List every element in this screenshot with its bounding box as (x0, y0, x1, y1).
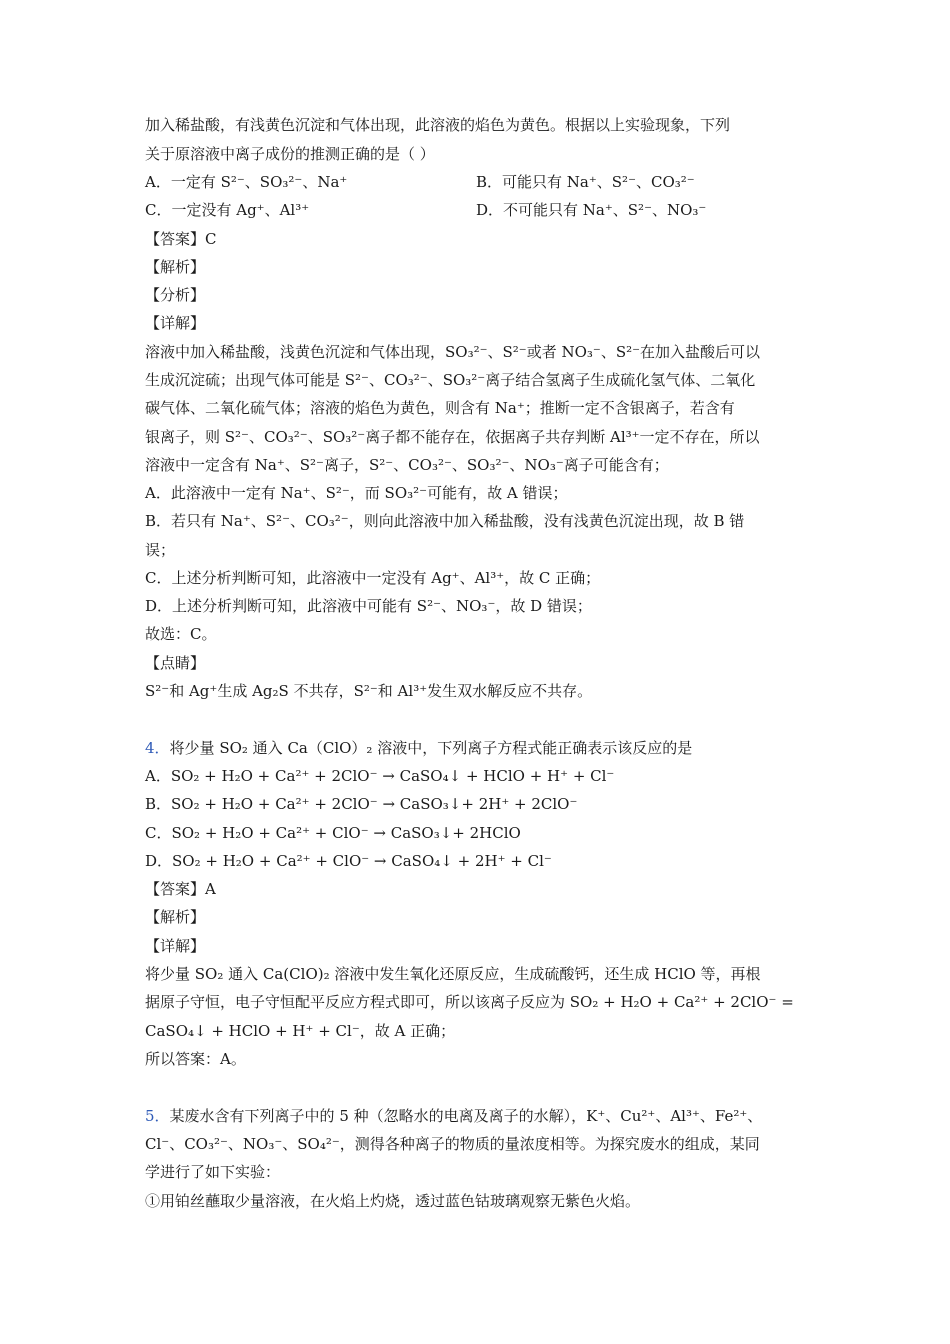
q3-option-b: B．可能只有 Na⁺、S²⁻、CO₃²⁻ (476, 173, 695, 191)
q3-explanation-line-2: 生成沉淀硫；出现气体可能是 S²⁻、CO₃²⁻、SO₃²⁻离子结合氢离子生成硫化氢气体、二氧化 (145, 371, 756, 389)
q5-number: 5． (145, 1107, 170, 1125)
q4-stem-text: 将少量 SO₂ 通入 Ca（ClO）₂ 溶液中，下列离子方程式能正确表示该反应的是 (169, 739, 693, 757)
q3-explanation-line-3: 碳气体、二氧化硫气体；溶液的焰色为黄色，则含有 Na⁺；推断一定不含银离子，若含有 (145, 399, 735, 417)
q4-option-b: B．SO₂ + H₂O + Ca²⁺ + 2ClO⁻ → CaSO₃↓+ 2H⁺ + 2ClO⁻ (145, 795, 578, 813)
q3-explanation-line-4: 银离子，则 S²⁻、CO₃²⁻、SO₃²⁻离子都不能存在，依据离子共存判断 Al³⁺一定不存在，所以 (145, 428, 760, 446)
q4-xiangjie-heading: 【详解】 (145, 937, 206, 955)
q3-explanation-c: C．上述分析判断可知，此溶液中一定没有 Ag⁺、Al³⁺，故 C 正确； (145, 569, 601, 587)
q4-option-a: A．SO₂ + H₂O + Ca²⁺ + 2ClO⁻ → CaSO₄↓ + HClO + H⁺ + Cl⁻ (145, 767, 615, 785)
q3-stem-line-1: 加入稀盐酸，有浅黄色沉淀和气体出现，此溶液的焰色为黄色。根据以上实验现象，下列 (145, 116, 731, 134)
q3-xiangjie-heading: 【详解】 (145, 314, 206, 332)
q4-option-d: D．SO₂ + H₂O + Ca²⁺ + ClO⁻ → CaSO₄↓ + 2H⁺ + Cl⁻ (145, 852, 552, 870)
q5-stem-text: 某废水含有下列离子中的 5 种（忽略水的电离及离子的水解），K⁺、Cu²⁺、Al³⁺、Fe²⁺、 (169, 1107, 763, 1125)
q4-option-c: C．SO₂ + H₂O + Ca²⁺ + ClO⁻ → CaSO₃↓+ 2HClO (145, 824, 521, 842)
q3-explanation-line-1: 溶液中加入稀盐酸，浅黄色沉淀和气体出现，SO₃²⁻、S²⁻或者 NO₃⁻、S²⁻在加入盐酸后可以 (145, 343, 761, 361)
q3-explanation-a: A．此溶液中一定有 Na⁺、S²⁻，而 SO₃²⁻可能有，故 A 错误； (145, 484, 568, 502)
q3-stem-line-2: 关于原溶液中离子成份的推测正确的是（ ） (145, 145, 435, 163)
q4-jiexi-heading: 【解析】 (145, 908, 206, 926)
q3-note: S²⁻和 Ag⁺生成 Ag₂S 不共存，S²⁻和 Al³⁺发生双水解反应不共存。 (145, 682, 593, 700)
q3-fenxi-heading: 【分析】 (145, 286, 206, 304)
q3-jiexi-heading: 【解析】 (145, 258, 206, 276)
q4-explanation-line-3: CaSO₄↓ + HClO + H⁺ + Cl⁻，故 A 正确； (145, 1022, 456, 1040)
q4-explanation-line-4: 所以答案：A。 (145, 1050, 246, 1068)
q4-explanation-line-2: 据原子守恒，电子守恒配平反应方程式即可，所以该离子反应为 SO₂ + H₂O + Ca²⁺ + 2ClO⁻ = (145, 993, 794, 1011)
q4-answer: 【答案】A (145, 880, 216, 898)
q5-stem-line-1 (145, 1106, 762, 1126)
q5-stem-line-2: Cl⁻、CO₃²⁻、NO₃⁻、SO₄²⁻，测得各种离子的物质的量浓度相等。为探究废水的组成，某同 (145, 1135, 760, 1153)
q4-stem (145, 738, 692, 758)
q3-explanation-b-line-2: 误； (145, 541, 176, 559)
q4-number: 4． (145, 739, 170, 757)
q3-dianjing-heading: 【点睛】 (145, 654, 206, 672)
q3-explanation-b-line-1: B．若只有 Na⁺、S²⁻、CO₃²⁻，则向此溶液中加入稀盐酸，没有浅黄色沉淀出现，故 B 错 (145, 512, 745, 530)
q3-option-d: D．不可能只有 Na⁺、S²⁻、NO₃⁻ (476, 201, 707, 219)
q3-option-c: C．一定没有 Ag⁺、Al³⁺ (145, 201, 310, 219)
q3-explanation-d: D．上述分析判断可知，此溶液中可能有 S²⁻、NO₃⁻，故 D 错误； (145, 597, 592, 615)
q3-choice: 故选：C。 (145, 625, 217, 643)
q4-explanation-line-1: 将少量 SO₂ 通入 Ca(ClO)₂ 溶液中发生氧化还原反应，生成硫酸钙，还生成 HClO 等，再根 (145, 965, 761, 983)
q3-explanation-line-5: 溶液中一定含有 Na⁺、S²⁻离子，S²⁻、CO₃²⁻、SO₃²⁻、NO₃⁻离子可能含有； (145, 456, 669, 474)
q3-answer: 【答案】C (145, 230, 217, 248)
q3-option-a: A．一定有 S²⁻、SO₃²⁻、Na⁺ (145, 173, 348, 191)
q5-step-1: ①用铂丝蘸取少量溶液，在火焰上灼烧，透过蓝色钴玻璃观察无紫色火焰。 (145, 1192, 641, 1210)
q5-stem-line-3: 学进行了如下实验： (145, 1163, 281, 1181)
